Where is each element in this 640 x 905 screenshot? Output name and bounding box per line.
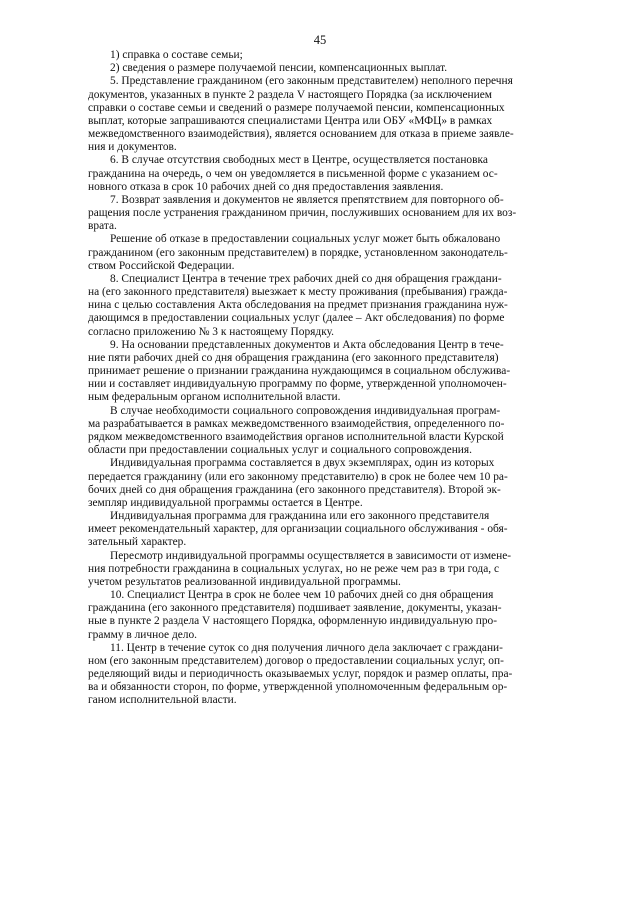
text-line: земпляр индивидуальной программы остается в Центре.	[88, 496, 363, 509]
text-line: передается гражданину (или его законному представителю) в срок не более чем 10 ра-	[88, 470, 508, 483]
text-line: ным федеральным органом исполнительной власти.	[88, 391, 341, 404]
paragraph	[88, 642, 584, 708]
paragraph	[88, 154, 584, 194]
paragraph	[88, 194, 584, 234]
text-line: документов, указанных в пункте 2 раздела V настоящего Порядка (за исключением	[88, 88, 492, 101]
text-line: 8. Специалист Центра в течение трех рабочих дней со дня обращения граждани-	[110, 272, 502, 285]
text-line: ния и документов.	[88, 141, 177, 154]
text-line: ределяющий виды и периодичность оказываемых услуг, порядок и размер оплаты, пра-	[88, 668, 513, 681]
text-line: Пересмотр индивидуальной программы осуществляется в зависимости от измене-	[110, 549, 512, 562]
text-line: на (его законного представителя) выезжает к месту проживания (пребывания) гражда-	[88, 286, 508, 299]
paragraph	[88, 405, 584, 458]
document-body	[88, 49, 584, 708]
text-line: гражданина (его законного представителя) подшивает заявление, документы, указан-	[88, 602, 502, 615]
text-line: бочих дней со дня обращения гражданина (его законного представителя). Второй эк-	[88, 483, 501, 496]
text-line: нии и составляет индивидуальную программу по форме, утвержденной уполномочен-	[88, 378, 507, 391]
text-line: новного отказа в срок 10 рабочих дней со дня предоставления заявления.	[88, 180, 444, 193]
text-line: дающимся в предоставлении социальных услуг (далее – Акт обследования) по форме	[88, 312, 505, 325]
text-line: принимает решение о признании гражданина нуждающимся в социальном обслужива-	[88, 365, 511, 378]
paragraph	[88, 273, 584, 339]
paragraph	[88, 550, 584, 590]
paragraph	[88, 457, 584, 510]
text-line: нина с целью составления Акта обследования на предмет признания гражданина нуж-	[88, 299, 508, 312]
text-line: ние пяти рабочих дней со дня обращения гражданина (его законного представителя)	[88, 351, 499, 364]
text-line: грамму в личное дело.	[88, 628, 198, 641]
paragraph	[88, 589, 584, 642]
text-line: ганом исполнительной власти.	[88, 694, 237, 707]
text-line: 6. В случае отсутствия свободных мест в Центре, осуществляется постановка	[110, 154, 488, 167]
paragraph	[88, 510, 584, 550]
text-line: 11. Центр в течение суток со дня получения личного дела заключает с граждани-	[110, 641, 503, 654]
text-line: согласно приложению № 3 к настоящему Порядку.	[88, 325, 334, 338]
paragraph	[88, 62, 584, 75]
text-line: ные в пункте 2 раздела V настоящего Порядка, оформленную индивидуальную про-	[88, 615, 498, 628]
text-line: ращения после устранения гражданином причин, послуживших основанием для их воз-	[88, 207, 517, 220]
text-line: Решение об отказе в предоставлении социальных услуг может быть обжаловано	[110, 233, 501, 246]
text-line: ва и обязанности сторон, по форме, утвержденной уполномоченным федеральным ор-	[88, 681, 508, 694]
text-line: Индивидуальная программа для гражданина или его законного представителя	[110, 510, 490, 523]
text-line: Индивидуальная программа составляется в двух экземплярах, один из которых	[110, 457, 495, 470]
text-line: справки о составе семьи и сведений о размере получаемой пенсии, компенсационных	[88, 101, 505, 114]
text-line: ма разрабатывается в рамках межведомственного взаимодействия, определенного по-	[88, 417, 505, 430]
text-line: имеет рекомендательный характер, для организации социального обслуживания - обя-	[88, 523, 508, 536]
text-line: 5. Представление гражданином (его законным представителем) неполного перечня	[110, 75, 513, 88]
text-line: области при предоставлении социальных услуг и социального сопровождения.	[88, 444, 472, 457]
paragraph	[88, 233, 584, 273]
text-line: ния потребности гражданина в социальных услугах, но не реже чем раз в три года, с	[88, 562, 500, 575]
text-line: ством Российской Федерации.	[88, 259, 235, 272]
text-line: врата.	[88, 220, 117, 233]
text-line: В случае необходимости социального сопровождения индивидуальная програм-	[110, 404, 501, 417]
text-line: 10. Специалист Центра в срок не более чем 10 рабочих дней со дня обращения	[110, 589, 494, 602]
text-line: 2) сведения о размере получаемой пенсии, компенсационных выплат.	[110, 62, 448, 75]
page-number: 45	[313, 33, 327, 47]
paragraph	[88, 339, 584, 405]
text-line: ном (его законным представителем) договор о предоставлении социальных услуг, оп-	[88, 654, 504, 667]
text-line: 9. На основании представленных документов и Акта обследования Центр в тече-	[110, 338, 504, 351]
text-line: зательный характер.	[88, 536, 187, 549]
text-line: рядком межведомственного взаимодействия органов исполнительной власти Курской	[88, 430, 504, 443]
text-line: 1) справка о составе семьи;	[110, 49, 243, 61]
text-line: учетом результатов реализованной индивидуальной программы.	[88, 575, 401, 588]
text-line: межведомственного взаимодействия), является основанием для отказа в приеме заявле-	[88, 128, 514, 141]
paragraph	[88, 49, 584, 62]
text-line: гражданина на очередь, о чем он уведомляется в письменной форме с указанием ос-	[88, 167, 498, 180]
paragraph	[88, 75, 584, 154]
text-line: 7. Возврат заявления и документов не является препятствием для повторного об-	[110, 193, 504, 206]
text-line: гражданином (его законным представителем) в порядке, установленном законодатель-	[88, 246, 508, 259]
text-line: выплат, которые запрашиваются специалистами Центра или ОБУ «МФЦ» в рамках	[88, 114, 493, 127]
